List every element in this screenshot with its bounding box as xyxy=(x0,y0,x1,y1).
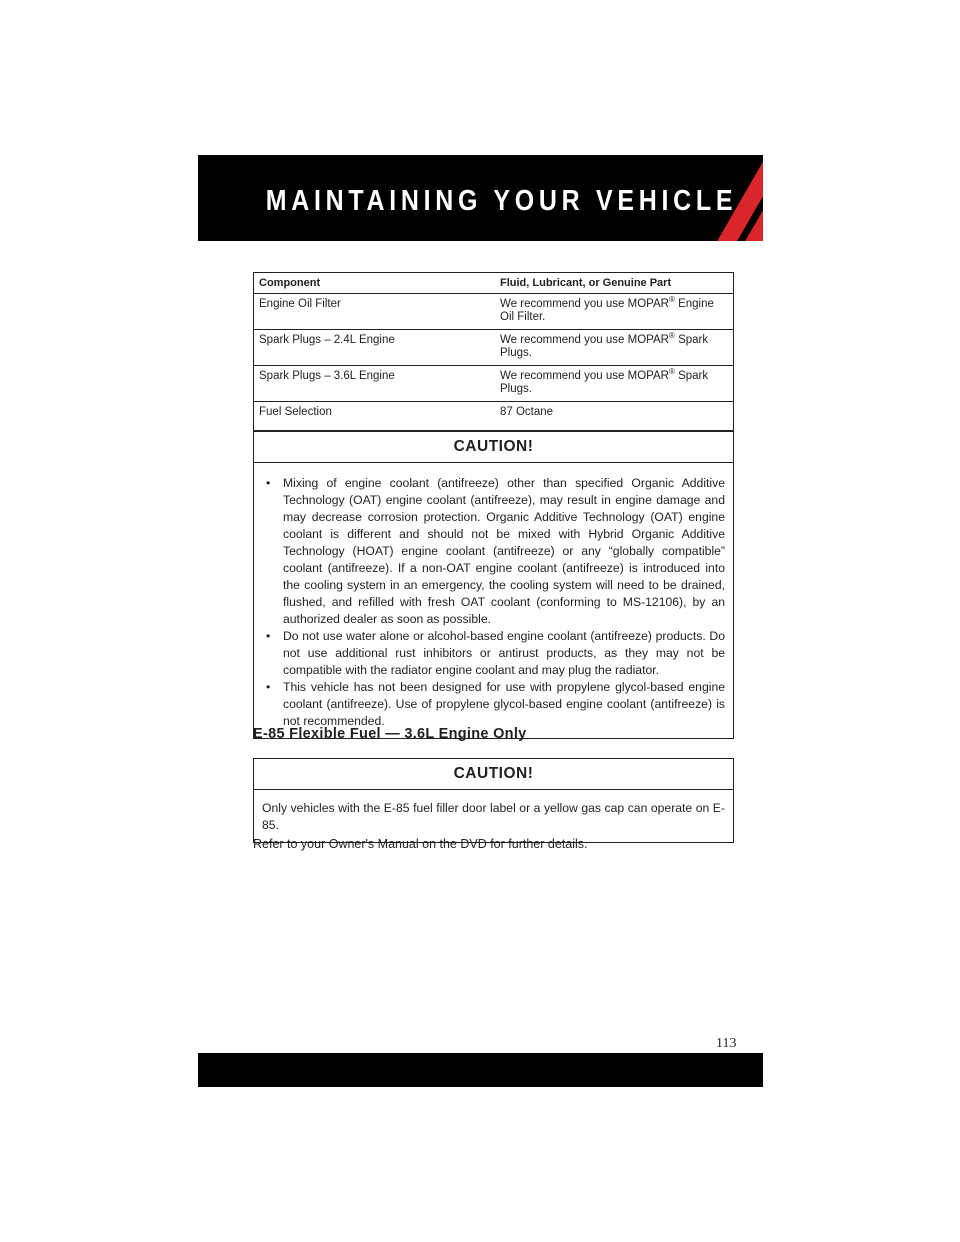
bullet-icon: • xyxy=(266,476,271,490)
caution-bullet-item xyxy=(263,628,725,679)
part-text: We recommend you use MOPAR xyxy=(500,370,669,382)
table-row xyxy=(254,366,734,402)
caution-title: CAUTION! xyxy=(254,759,733,790)
registered-mark: ® xyxy=(668,295,675,305)
column-header-fluid: Fluid, Lubricant, or Genuine Part xyxy=(495,273,734,294)
caution-text: Only vehicles with the E-85 fuel filler door label or a yellow gas cap can operate on E-85. xyxy=(262,801,725,832)
bullet-icon: • xyxy=(266,680,271,694)
component-cell: Fuel Selection xyxy=(254,402,496,431)
section-title: MAINTAINING YOUR VEHICLE xyxy=(265,185,737,217)
part-text: Engine Oil Filter. xyxy=(500,298,714,323)
part-cell xyxy=(495,366,734,402)
bullet-icon: • xyxy=(266,629,271,643)
registered-mark: ® xyxy=(668,367,675,377)
refer-note: Refer to your Owner's Manual on the DVD for further details. xyxy=(253,837,588,851)
caution-text: Do not use water alone or alcohol-based engine coolant (antifreeze) products. Do not use additional rust inhibitors or antirust products, as they may not be compatible with the radiator engine coolant and may plug the radiator. xyxy=(283,629,725,677)
caution-bullet-item xyxy=(263,475,725,628)
part-text: We recommend you use MOPAR xyxy=(500,298,669,310)
caution-text: Mixing of engine coolant (antifreeze) other than specified Organic Additive Technology (OAT) engine coolant (antifreeze), may result in engine damage and may decrease corrosion protection. Organic Additive Technology (OAT) engine coolant is different and should not be mixed with Hybrid Organic Additive Technology (HOAT) engine coolant (antifreeze) or any “globally compatible” coolant (antifreeze). If a non-OAT engine coolant (antifreeze) is introduced into the cooling system in an emergency, the cooling system will need to be drained, flushed, and refilled with fresh OAT coolant (conforming to MS-12106), by an authorized dealer as soon as possible. xyxy=(283,476,725,626)
caution-title: CAUTION! xyxy=(254,432,733,463)
table-header-row xyxy=(254,273,734,294)
caution-text: This vehicle has not been designed for use with propylene glycol-based engine coolant (antifreeze). Use of propylene glycol-based engine coolant (antifreeze) is not recommended. xyxy=(283,680,725,728)
column-header-component: Component xyxy=(254,273,496,294)
caution-body xyxy=(254,463,733,738)
caution-box-coolant xyxy=(253,431,734,739)
registered-mark: ® xyxy=(668,331,675,341)
table-row xyxy=(254,402,734,431)
table-row xyxy=(254,330,734,366)
component-cell: Engine Oil Filter xyxy=(254,294,496,330)
page-number: 113 xyxy=(716,1036,737,1051)
part-text: We recommend you use MOPAR xyxy=(500,334,669,346)
caution-bullet-item xyxy=(263,679,725,730)
part-text: Spark Plugs. xyxy=(500,334,709,359)
component-cell: Spark Plugs – 3.6L Engine xyxy=(254,366,496,402)
footer-band xyxy=(198,1053,763,1087)
part-cell xyxy=(495,294,734,330)
caution-box-e85 xyxy=(253,758,734,843)
section-heading: E-85 Flexible Fuel — 3.6L Engine Only xyxy=(253,726,527,742)
part-cell xyxy=(495,330,734,366)
section-header-band xyxy=(198,155,763,241)
part-text: Spark Plugs. xyxy=(500,370,709,395)
part-cell: 87 Octane xyxy=(495,402,734,431)
fluids-table xyxy=(253,272,734,431)
component-cell: Spark Plugs – 2.4L Engine xyxy=(254,330,496,366)
table-row xyxy=(254,294,734,330)
caution-body xyxy=(254,790,733,842)
